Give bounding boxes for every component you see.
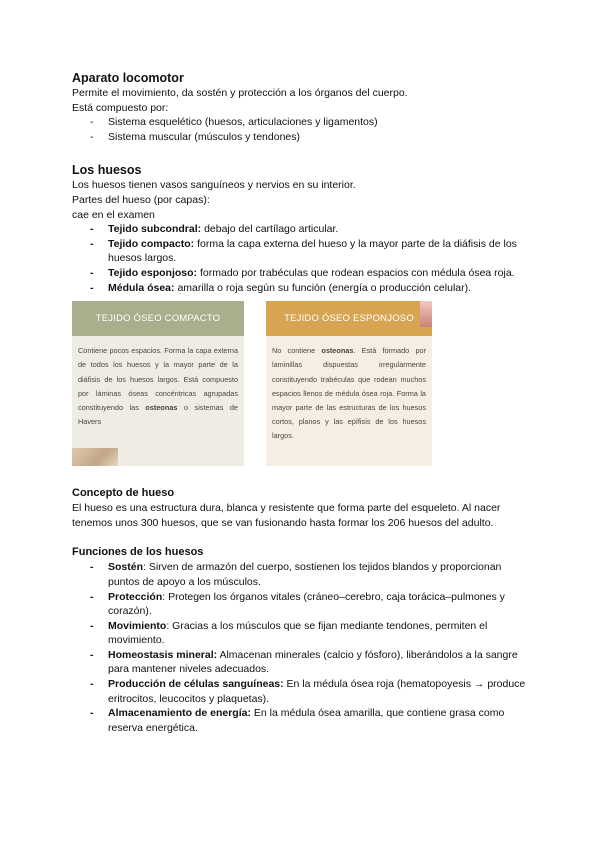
paragraph: Está compuesto por: <box>72 101 169 114</box>
image-tejido-compacto <box>72 301 244 466</box>
dash-bullet: - <box>90 130 94 143</box>
image-tejido-esponjoso <box>266 301 432 466</box>
heading-los-huesos: Los huesos <box>72 163 142 178</box>
list-item: - Sostén: Sirven de armazón del cuerpo, sostienen los tejidos blandos y proporcionan puntos de apoyo a los músculos. <box>90 561 502 588</box>
dash-bullet: - <box>90 116 94 129</box>
list-item: - Sistema muscular (músculos y tendones) <box>90 130 300 143</box>
list-item: - Homeostasis mineral: Almacenan minerales (calcio y fósforo), liberándolos a la sangre para mantener niveles adecuados. <box>90 648 518 676</box>
paragraph: Partes del hueso (por capas): <box>72 193 210 206</box>
list-item: - Protección: Protegen los órganos vitales (cráneo–cerebro, caja torácica–pulmones y corazón). <box>90 590 505 618</box>
bone-texture-decoration <box>72 448 118 466</box>
tissue-images <box>72 301 532 471</box>
bullet-list <box>72 560 532 735</box>
list-item: - Médula ósea: amarilla o roja según su función (energía o producción celular). <box>90 281 472 294</box>
card-title: TEJIDO ÓSEO COMPACTO <box>72 301 244 336</box>
list-item: - Movimiento: Gracias a los músculos que se fijan mediante tendones, permiten el movimiento. <box>90 619 488 647</box>
list-item: - Producción de células sanguíneas: En la médula ósea roja (hematopoyesis → produce eritrocitos, leucocitos y plaquetas). <box>90 678 526 705</box>
bullet-list <box>72 115 532 144</box>
list-item: - Tejido esponjoso: formado por trabéculas que rodean espacios con médula ósea roja. <box>90 266 515 279</box>
list-item: - Almacenamiento de energía: En la médula ósea amarilla, que contiene grasa como reserva energética. <box>90 707 505 734</box>
heading-funciones: Funciones de los huesos <box>72 546 204 559</box>
card-title: TEJIDO ÓSEO ESPONJOSO <box>266 301 432 336</box>
list-item: - Tejido compacto: forma la capa externa del hueso y la mayor parte de la diáfisis de los huesos largos. <box>90 237 517 265</box>
paragraph: cae en el examen <box>72 208 155 221</box>
card-text: Contiene pocos espacios. Forma la capa externa de todos los huesos y la mayor parte de la diáfisis de los huesos largos. Está compuesto por láminas óseas concéntricas agrupadas constituyendo las osteonas o sistemas de Havers <box>78 346 238 427</box>
paragraph: Permite el movimiento, da sostén y protección a los órganos del cuerpo. <box>72 87 408 99</box>
paragraph: El hueso es una estructura dura, blanca y resistente que forma parte del esqueleto. Al nacer tenemos unos 300 huesos, que se van fusionando hasta formar los 206 huesos del adulto. <box>72 502 501 529</box>
heading-aparato-locomotor: Aparato locomotor <box>72 71 184 85</box>
list-item: - Sistema esquelético (huesos, articulaciones y ligamentos) <box>90 116 378 129</box>
heading-concepto-de-hueso: Concepto de hueso <box>72 487 175 500</box>
document-page <box>72 70 532 735</box>
list-item: - Tejido subcondral: debajo del cartílago articular. <box>90 223 339 236</box>
paragraph: Los huesos tienen vasos sanguíneos y nervios en su interior. <box>72 179 356 192</box>
corner-decoration <box>420 301 432 327</box>
card-text: No contiene osteonas. Está formado por laminillas dispuestas irregularmente constituyendo trabéculas que rodean muchos espacios llenos de médula ósea roja. Forma la mayor parte de las estructuras de los huesos cortos, planos y las epífisis de los huesos largos. <box>272 346 426 441</box>
bullet-list <box>72 222 532 295</box>
